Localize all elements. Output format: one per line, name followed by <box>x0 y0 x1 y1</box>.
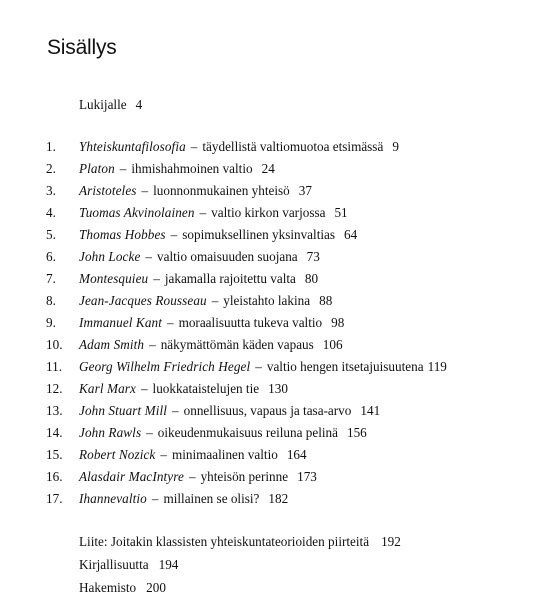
entry-separator: – <box>151 491 159 506</box>
entry-author: Ihannevaltio <box>79 491 147 506</box>
entry-page: 51 <box>334 205 348 220</box>
entry-number: 4. <box>46 205 56 220</box>
entry-subtitle: täydellistä valtiomuotoa etsimässä <box>202 139 384 154</box>
entry-author: Thomas Hobbes <box>79 227 166 242</box>
bibliography-entry <box>79 558 178 571</box>
entry-subtitle: valtio hengen itsetajuisuutena <box>266 359 424 374</box>
entry-number: 14. <box>46 425 63 440</box>
entry-author: Adam Smith <box>79 337 145 352</box>
entry-number: 5. <box>46 227 56 242</box>
entry-separator: – <box>141 183 149 198</box>
entry-page: 130 <box>268 381 288 396</box>
entry-page: 173 <box>297 469 317 484</box>
entry-page: 106 <box>322 337 343 352</box>
entry-page: 156 <box>346 425 367 440</box>
appendix-entry <box>79 535 401 548</box>
entry-page: 182 <box>268 491 289 506</box>
entry-subtitle: yleistahto lakina <box>223 293 311 308</box>
entry-author: Alasdair MacIntyre <box>79 469 184 484</box>
entry-author: John Rawls <box>79 425 142 440</box>
entry-subtitle: moraalisuutta tukeva valtio <box>178 315 323 330</box>
entry-subtitle: sopimuksellinen yksinvaltias <box>182 227 336 242</box>
entry-separator: – <box>153 271 160 286</box>
entry-author: Tuomas Akvinolainen <box>79 205 195 220</box>
entry-author: John Stuart Mill <box>79 403 168 418</box>
entry-page: 88 <box>319 293 333 308</box>
entry-page: 141 <box>360 403 381 418</box>
entry-separator: – <box>160 447 167 462</box>
entry-author: Georg Wilhelm Friedrich Hegel <box>79 359 251 374</box>
entry-number: 3. <box>46 183 56 198</box>
entry-subtitle: yhteisön perinne <box>200 469 289 484</box>
entry-author: Robert Nozick <box>79 447 156 462</box>
entry-number: 1. <box>46 139 56 154</box>
entry-author: Karl Marx <box>79 381 136 396</box>
entry-subtitle: onnellisuus, vapaus ja tasa-arvo <box>183 403 352 418</box>
entry-number: 2. <box>46 161 56 176</box>
entry-subtitle: oikeudenmukaisuus reiluna pelinä <box>157 425 338 440</box>
entry-separator: – <box>119 161 127 176</box>
entry-page: 119 <box>427 359 447 374</box>
entry-number: 6. <box>46 249 56 264</box>
preface-entry <box>79 98 142 111</box>
entry-number: 10. <box>46 337 63 352</box>
entry-author: Jean-Jacques Rousseau <box>79 293 207 308</box>
index-page: 200 <box>146 580 166 595</box>
entry-subtitle: luonnonmukainen yhteisö <box>153 183 290 198</box>
entry-separator: – <box>255 359 262 374</box>
preface-title: Lukijalle <box>79 97 127 112</box>
entry-subtitle: valtio omaisuuden suojana <box>157 249 298 264</box>
entry-author: John Locke <box>79 249 141 264</box>
entry-number: 8. <box>46 293 56 308</box>
entry-author: Yhteiskuntafilosofia <box>79 139 186 154</box>
entry-subtitle: minimaalinen valtio <box>171 447 278 462</box>
entry-number: 13. <box>46 403 63 418</box>
entry-page: 9 <box>392 139 399 154</box>
entry-author: Montesquieu <box>79 271 149 286</box>
entry-author: Platon <box>79 161 115 176</box>
entry-separator: – <box>211 293 219 308</box>
entry-separator: – <box>146 425 153 440</box>
entry-number: 11. <box>46 359 62 374</box>
entry-separator: – <box>199 205 207 220</box>
entry-number: 17. <box>46 491 63 506</box>
entry-separator: – <box>166 315 174 330</box>
entry-separator: – <box>140 381 148 396</box>
entry-author: Aristoteles <box>79 183 137 198</box>
entry-subtitle: näkymättömän käden vapaus <box>160 337 314 352</box>
entry-number: 12. <box>46 381 63 396</box>
entry-separator: – <box>190 139 198 154</box>
entry-separator: – <box>170 227 178 242</box>
bibliography-title: Kirjallisuutta <box>79 557 149 572</box>
entry-page: 73 <box>306 249 320 264</box>
entry-number: 9. <box>46 315 56 330</box>
index-entry <box>79 581 166 594</box>
entry-page: 37 <box>298 183 312 198</box>
appendix-title: Liite: Joitakin klassisten yhteiskuntateorioiden piirteitä <box>79 534 370 549</box>
entry-subtitle: jakamalla rajoitettu valta <box>164 271 296 286</box>
entry-page: 164 <box>286 447 307 462</box>
bibliography-page: 194 <box>158 557 179 572</box>
entry-subtitle: luokkataistelujen tie <box>152 381 260 396</box>
index-title: Hakemisto <box>79 580 137 595</box>
entry-page: 98 <box>331 315 345 330</box>
entry-subtitle: millainen se olisi? <box>163 491 260 506</box>
page-title: Sisällys <box>47 36 117 59</box>
entry-page: 64 <box>344 227 358 242</box>
entry-subtitle: valtio kirkon varjossa <box>211 205 326 220</box>
entry-separator: – <box>188 469 196 484</box>
preface-page: 4 <box>135 97 143 112</box>
entry-separator: – <box>172 403 179 418</box>
entry-page: 24 <box>261 161 275 176</box>
entry-number: 7. <box>46 271 56 286</box>
entry-author: Immanuel Kant <box>79 315 162 330</box>
entry-number: 16. <box>46 469 63 484</box>
appendix-page: 192 <box>381 534 401 549</box>
entry-number: 15. <box>46 447 63 462</box>
entry-subtitle: ihmishahmoinen valtio <box>131 161 253 176</box>
entry-separator: – <box>145 249 153 264</box>
entry-page: 80 <box>304 271 319 286</box>
entry-separator: – <box>149 337 156 352</box>
